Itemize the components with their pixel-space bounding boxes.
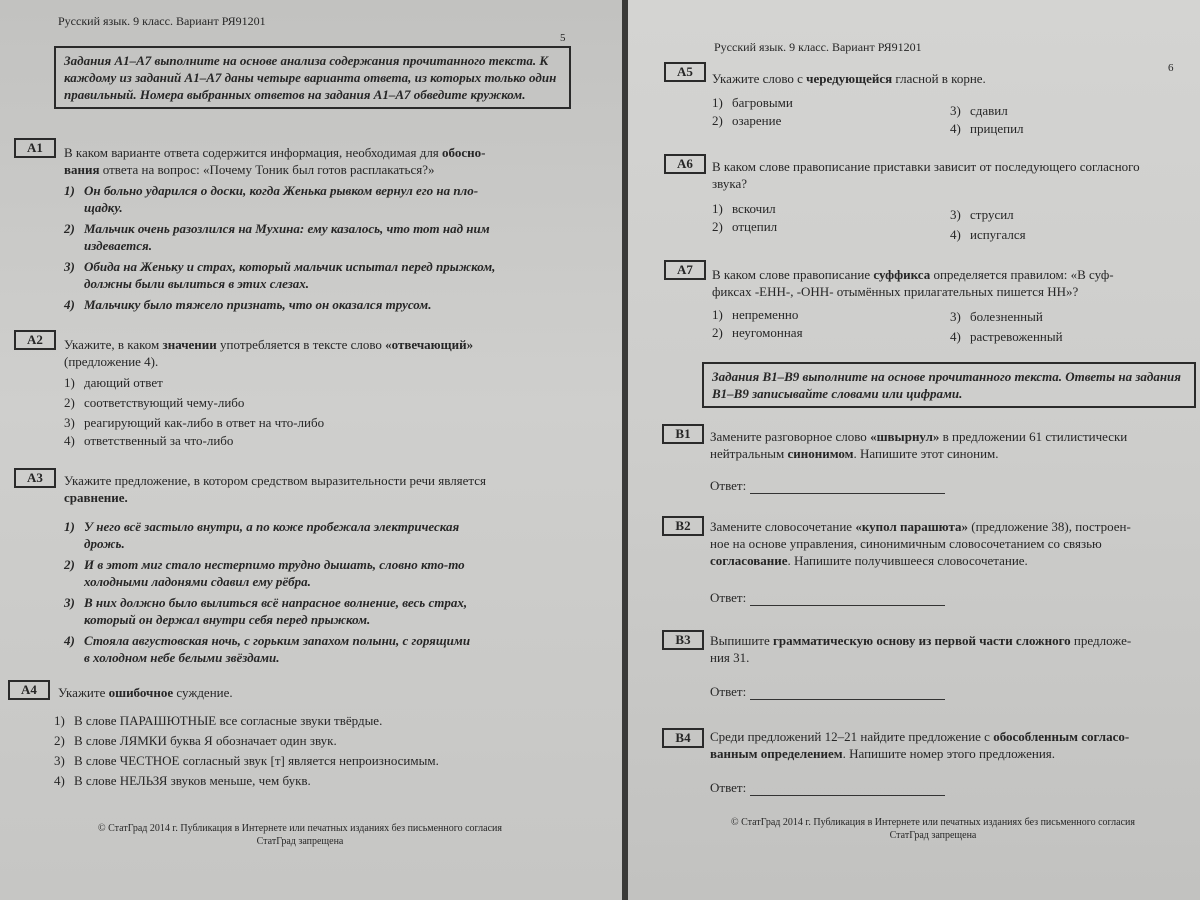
answer-option-a7-2[interactable]	[712, 324, 803, 342]
task-badge-b1: В1	[662, 424, 704, 444]
question-text: В каком слове правописание приставки зависит от последующего согласного	[712, 159, 1140, 174]
answer-option-a1-1[interactable]	[64, 182, 564, 216]
option-number: 2)	[712, 325, 723, 340]
question-emphasis: грамматическую основу из первой части сложного	[773, 633, 1071, 648]
task-badge-a4: А4	[8, 680, 50, 700]
question-a6	[712, 158, 1192, 192]
option-text: Он больно ударился о доски, когда Женька рывком вернул его на пло-	[84, 183, 479, 198]
answer-option-a6-4[interactable]	[950, 226, 1026, 244]
question-text: Замените разговорное слово	[710, 429, 871, 444]
option-text: реагирующий как-либо в ответ на что-либо	[84, 415, 325, 430]
question-a5	[712, 70, 986, 87]
option-number: 1)	[54, 713, 65, 728]
option-number: 4)	[950, 121, 961, 136]
task-badge-a3: А3	[14, 468, 56, 488]
option-text: дрожь.	[84, 536, 125, 551]
question-emphasis: суффикса	[873, 267, 931, 282]
option-text: прицепил	[970, 121, 1024, 136]
question-text: . Напишите номер этого предложения.	[842, 746, 1056, 761]
answer-label: Ответ:	[710, 478, 747, 493]
answer-label: Ответ:	[710, 684, 747, 699]
option-number: 3)	[950, 103, 961, 118]
question-text: (предложение 4).	[64, 354, 159, 369]
answer-option-a1-2[interactable]	[64, 220, 564, 254]
question-text: гласной в корне.	[892, 71, 986, 86]
option-number: 4)	[950, 227, 961, 242]
option-text: соответствующий чему-либо	[84, 395, 245, 410]
question-a1	[64, 144, 564, 178]
question-emphasis: значении	[162, 337, 217, 352]
question-text: ния 31.	[710, 650, 750, 665]
question-emphasis: сравнение.	[64, 490, 128, 505]
answer-option-a5-3[interactable]	[950, 102, 1008, 120]
answer-field-b4[interactable]	[710, 780, 945, 796]
question-text: Выпишите	[710, 633, 773, 648]
answer-line[interactable]	[750, 481, 945, 494]
instruction-box: Задания А1–А7 выполните на основе анализа содержания прочитанного текста. К каждому из заданий А1–А7 даны четыре варианта ответа, из которых только один правильный. Номера выбранных ответов на задания А1–А7 обведите кружком.	[54, 46, 571, 109]
option-text: струсил	[970, 207, 1014, 222]
option-number: 4)	[64, 433, 75, 448]
question-text: Среди предложений 12–21 найдите предложение с	[710, 729, 994, 744]
option-text: испугался	[970, 227, 1026, 242]
question-text: Укажите	[58, 685, 109, 700]
option-text: в холодном небе белыми звёздами.	[84, 650, 280, 665]
question-a3	[64, 472, 564, 506]
answer-option-a6-2[interactable]	[712, 218, 777, 236]
option-number: 1)	[64, 519, 75, 534]
answer-line[interactable]	[750, 687, 945, 700]
question-emphasis: обособленным согласо-	[993, 729, 1130, 744]
question-a2	[64, 336, 564, 370]
answer-option-a7-1[interactable]	[712, 306, 798, 324]
question-text: Укажите, в каком	[64, 337, 163, 352]
answer-field-b3[interactable]	[710, 684, 945, 700]
answer-option-a4-2[interactable]	[54, 732, 337, 750]
question-text: суждение.	[173, 685, 233, 700]
answer-label: Ответ:	[710, 590, 747, 605]
question-text: Укажите слово с	[712, 71, 807, 86]
option-text: У него всё застыло внутри, а по коже пробежала электрическая	[84, 519, 460, 534]
option-number: 4)	[950, 329, 961, 344]
option-number: 3)	[64, 259, 75, 274]
question-emphasis: ванным определением	[710, 746, 843, 761]
instruction-box-b: Задания В1–В9 выполните на основе прочитанного текста. Ответы на задания В1–В9 записывайте словами или цифрами.	[702, 362, 1196, 408]
answer-option-a7-4[interactable]	[950, 328, 1063, 346]
question-emphasis: согласование	[710, 553, 788, 568]
question-emphasis: «купол парашюта»	[855, 519, 968, 534]
question-text: предложе-	[1070, 633, 1132, 648]
page-number: 5	[560, 32, 566, 44]
option-text: Мальчик очень разозлился на Мухина: ему казалось, что тот над ним	[84, 221, 490, 236]
answer-label: Ответ:	[710, 780, 747, 795]
answer-option-a6-3[interactable]	[950, 206, 1014, 224]
option-text: багровыми	[732, 95, 793, 110]
question-emphasis: «швырнул»	[870, 429, 940, 444]
answer-field-b1[interactable]	[710, 478, 945, 494]
question-text: фиксах -ЕНН-, -ОНН- отымённых прилагательных пишется НН»?	[712, 284, 1079, 299]
option-text: И в этот миг стало нестерпимо трудно дышать, словно кто-то	[84, 557, 465, 572]
option-text: неугомонная	[732, 325, 803, 340]
question-a4	[58, 684, 558, 701]
question-b1	[710, 428, 1190, 462]
option-number: 1)	[64, 375, 75, 390]
answer-option-a6-1[interactable]	[712, 200, 776, 218]
question-text: употребляется в тексте слово	[216, 337, 386, 352]
answer-option-a4-3[interactable]	[54, 752, 439, 770]
answer-option-a4-4[interactable]	[54, 772, 311, 790]
page-header: Русский язык. 9 класс. Вариант РЯ91201	[58, 14, 266, 28]
option-text: вскочил	[732, 201, 776, 216]
option-number: 2)	[64, 395, 75, 410]
answer-option-a3-2[interactable]	[64, 556, 564, 590]
option-number: 1)	[712, 95, 723, 110]
question-b3	[710, 632, 1190, 666]
question-text: определяется правилом: «В суф-	[930, 267, 1114, 282]
question-emphasis: синонимом	[787, 446, 854, 461]
question-text: В каком варианте ответа содержится информация, необходимая для	[64, 145, 443, 160]
answer-option-a1-3[interactable]	[64, 258, 564, 292]
question-emphasis: «отвечающий»	[385, 337, 474, 352]
question-text: ное на основе управления, синонимичным словосочетанием со связью	[710, 536, 1102, 551]
option-text: сдавил	[970, 103, 1008, 118]
answer-option-a5-2[interactable]	[712, 112, 781, 130]
answer-line[interactable]	[750, 593, 945, 606]
question-text: ответа на вопрос: «Почему Тоник был готов расплакаться?»	[99, 162, 435, 177]
answer-option-a4-1[interactable]	[54, 712, 382, 730]
question-text: нейтральным	[710, 446, 788, 461]
option-number: 2)	[712, 219, 723, 234]
answer-option-a3-4[interactable]	[64, 632, 564, 666]
option-text: дающий ответ	[84, 375, 163, 390]
question-text: В каком слове правописание	[712, 267, 874, 282]
option-number: 3)	[64, 415, 75, 430]
option-number: 1)	[64, 183, 75, 198]
task-badge-a7: А7	[664, 260, 706, 280]
answer-line[interactable]	[750, 783, 945, 796]
option-text: В слове НЕЛЬЗЯ звуков меньше, чем букв.	[74, 773, 311, 788]
question-text: . Напишите получившееся словосочетание.	[787, 553, 1028, 568]
answer-option-a2-4[interactable]	[64, 432, 233, 450]
question-emphasis: обосно-	[442, 145, 486, 160]
option-text: В слове ПАРАШЮТНЫЕ все согласные звуки твёрдые.	[74, 713, 383, 728]
answer-field-b2[interactable]	[710, 590, 945, 606]
question-text: (предложение 38), построен-	[967, 519, 1131, 534]
page-header: Русский язык. 9 класс. Вариант РЯ91201	[714, 40, 922, 54]
footer-text: СтатГрад запрещена	[889, 830, 977, 841]
option-text: В них должно было вылиться всё напрасное волнение, весь страх,	[84, 595, 468, 610]
footer-text: © СтатГрад 2014 г. Публикация в Интернете или печатных изданиях без письменного согласия	[98, 823, 502, 834]
answer-option-a3-1[interactable]	[64, 518, 564, 552]
option-number: 3)	[54, 753, 65, 768]
option-text: отцепил	[732, 219, 778, 234]
task-badge-b4: В4	[662, 728, 704, 748]
option-number: 4)	[64, 633, 75, 648]
question-a7	[712, 266, 1192, 300]
task-badge-a5: А5	[664, 62, 706, 82]
option-number: 4)	[64, 297, 75, 312]
answer-option-a2-3[interactable]	[64, 414, 324, 432]
option-number: 2)	[712, 113, 723, 128]
option-text: Мальчику было тяжело признать, что он оказался трусом.	[84, 297, 432, 312]
answer-option-a1-4[interactable]	[64, 296, 564, 313]
option-text: должны были вылиться в этих слезах.	[84, 276, 310, 291]
option-text: холодными ладонями сдавил ему рёбра.	[84, 574, 311, 589]
footer-text: СтатГрад запрещена	[256, 836, 344, 847]
task-badge-a1: А1	[14, 138, 56, 158]
option-text: озарение	[732, 113, 782, 128]
option-text: щадку.	[84, 200, 123, 215]
question-b4	[710, 728, 1190, 762]
question-emphasis: ошибочное	[108, 685, 174, 700]
right-page	[628, 0, 1200, 900]
option-text: болезненный	[970, 309, 1043, 324]
option-number: 2)	[64, 557, 75, 572]
question-emphasis: вания	[64, 162, 100, 177]
option-text: Стояла августовская ночь, с горьким запахом полыни, с горящими	[84, 633, 471, 648]
option-number: 1)	[712, 201, 723, 216]
task-badge-b3: В3	[662, 630, 704, 650]
option-number: 3)	[950, 207, 961, 222]
answer-option-a3-3[interactable]	[64, 594, 564, 628]
option-number: 3)	[64, 595, 75, 610]
answer-option-a5-4[interactable]	[950, 120, 1024, 138]
option-text: В слове ЧЕСТНОЕ согласный звук [т] является непроизносимым.	[74, 753, 439, 768]
answer-option-a2-1[interactable]	[64, 374, 163, 392]
footer-text: © СтатГрад 2014 г. Публикация в Интернете или печатных изданиях без письменного согласия	[731, 817, 1135, 828]
option-text: непременно	[732, 307, 799, 322]
option-text: ответственный за что-либо	[84, 433, 234, 448]
task-badge-b2: В2	[662, 516, 704, 536]
task-badge-a2: А2	[14, 330, 56, 350]
question-text: . Напишите этот синоним.	[853, 446, 999, 461]
question-text: Укажите предложение, в котором средством выразительности речи является	[64, 473, 487, 488]
page-footer	[698, 816, 1168, 842]
option-text: издевается.	[84, 238, 152, 253]
question-b2	[710, 518, 1190, 569]
page-number: 6	[1168, 62, 1174, 74]
option-number: 1)	[712, 307, 723, 322]
question-text: Замените словосочетание	[710, 519, 856, 534]
answer-option-a7-3[interactable]	[950, 308, 1043, 326]
option-number: 4)	[54, 773, 65, 788]
answer-option-a5-1[interactable]	[712, 94, 793, 112]
answer-option-a2-2[interactable]	[64, 394, 244, 412]
option-number: 2)	[54, 733, 65, 748]
page-footer	[40, 822, 560, 848]
option-number: 2)	[64, 221, 75, 236]
task-badge-a6: А6	[664, 154, 706, 174]
question-text: в предложении 61 стилистически	[939, 429, 1128, 444]
option-text: Обида на Женьку и страх, который мальчик испытал перед прыжком,	[84, 259, 496, 274]
option-number: 3)	[950, 309, 961, 324]
option-text: В слове ЛЯМКИ буква Я обозначает один звук.	[74, 733, 337, 748]
question-text: звука?	[712, 176, 747, 191]
question-emphasis: чередующейся	[806, 71, 893, 86]
option-text: который он держал внутри себя перед прыжком.	[84, 612, 371, 627]
option-text: растревоженный	[970, 329, 1063, 344]
